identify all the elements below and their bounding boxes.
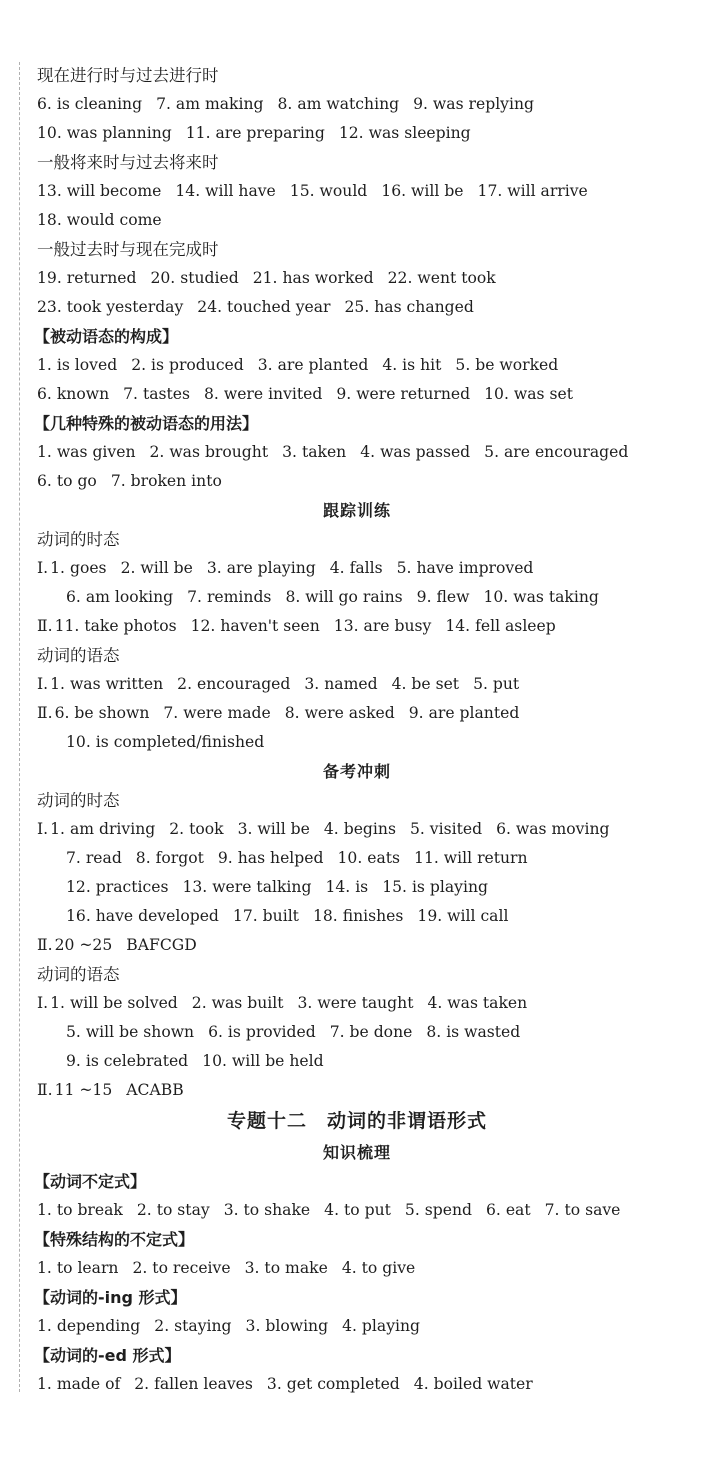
answer-item: ACABB (126, 1081, 184, 1099)
category-text: 一般将来时与过去将来时 (37, 153, 219, 172)
answer-item: 4. boiled water (413, 1375, 533, 1393)
answer-item: 16. have developed (66, 907, 219, 925)
answer-line (37, 351, 677, 380)
answer-item: 1. am driving (50, 820, 156, 838)
answer-item: 4. to put (324, 1201, 391, 1219)
answer-item: 11 ~15 (54, 1081, 113, 1099)
answer-item: 5. will be shown (66, 1023, 195, 1041)
answer-item: 2. was built (191, 994, 284, 1012)
answer-item: 12. was sleeping (338, 124, 471, 142)
answer-item: 2. to receive (132, 1259, 231, 1277)
answer-line (37, 902, 677, 931)
answer-item: 3. to make (244, 1259, 328, 1277)
answer-item: 2. took (169, 820, 224, 838)
roman-numeral-prefix: Ⅰ. (37, 559, 49, 577)
answer-item: 6. is provided (208, 1023, 316, 1041)
answer-item: 3. are planted (257, 356, 369, 374)
category-text: 动词的时态 (37, 530, 120, 549)
answer-item: 3. blowing (245, 1317, 329, 1335)
section-heading: 知识梳理 (322, 1143, 391, 1162)
tense-category-label (37, 641, 677, 670)
answer-item: 2. fallen leaves (134, 1375, 253, 1393)
answer-item: 10. was taking (483, 588, 599, 606)
answer-item: 13. are busy (333, 617, 432, 635)
category-text: 动词的语态 (37, 965, 120, 984)
bracket-heading-text: 【特殊结构的不定式】 (34, 1230, 195, 1249)
answer-item: 2. will be (120, 559, 193, 577)
answer-line (37, 815, 677, 844)
answer-item: 10. was planning (37, 124, 172, 142)
answer-item: 4. playing (342, 1317, 421, 1335)
answer-item: 3. to shake (223, 1201, 311, 1219)
answer-line (37, 583, 677, 612)
answer-item: 1. to break (37, 1201, 123, 1219)
section-bracket-heading (34, 409, 677, 438)
answer-line (37, 177, 677, 206)
topic-title: 专题十二 动词的非谓语形式 (226, 1110, 487, 1132)
roman-numeral-prefix: Ⅱ. (37, 1081, 53, 1099)
answer-item: 7. reminds (187, 588, 272, 606)
answer-item: 18. finishes (312, 907, 404, 925)
answer-item: 4. is hit (382, 356, 442, 374)
answer-item: 24. touched year (197, 298, 331, 316)
answer-line (37, 873, 677, 902)
answer-item: 7. tastes (123, 385, 191, 403)
answer-item: 4. begins (323, 820, 396, 838)
answer-item: 6. known (37, 385, 110, 403)
answer-item: 18. would come (37, 211, 162, 229)
answer-line (37, 1196, 677, 1225)
answer-line (37, 1018, 677, 1047)
roman-numeral-prefix: Ⅱ. (37, 936, 53, 954)
answer-line (37, 554, 677, 583)
answer-item: 20. studied (150, 269, 239, 287)
answer-item: 11. take photos (54, 617, 177, 635)
tense-category-label (37, 786, 677, 815)
roman-numeral-prefix: Ⅰ. (37, 820, 49, 838)
answer-line (37, 438, 677, 467)
answer-item: 14. fell asleep (445, 617, 556, 635)
answer-item: 4. be set (391, 675, 460, 693)
answer-item: 13. were talking (182, 878, 312, 896)
answer-item: 19. returned (37, 269, 137, 287)
answer-item: 7. were made (163, 704, 271, 722)
answer-item: 7. read (66, 849, 122, 867)
answer-item: 9. were returned (336, 385, 471, 403)
answer-item: 8. forgot (135, 849, 204, 867)
bracket-heading-text: 【动词的-ing 形式】 (34, 1288, 187, 1307)
section-bracket-heading (34, 1341, 677, 1370)
answer-item: 10. eats (337, 849, 401, 867)
answer-item: 2. was brought (149, 443, 269, 461)
answer-item: 12. haven't seen (190, 617, 320, 635)
answer-item: 8. is wasted (426, 1023, 521, 1041)
answer-item: 1. was given (37, 443, 136, 461)
answer-item: 4. falls (329, 559, 383, 577)
answer-item: 9. is celebrated (66, 1052, 189, 1070)
answer-item: 7. broken into (110, 472, 222, 490)
answer-line (37, 728, 677, 757)
answer-item: 11. are preparing (185, 124, 325, 142)
answer-item: 5. have improved (396, 559, 534, 577)
answer-item: 15. is playing (382, 878, 488, 896)
answer-line (37, 1254, 677, 1283)
answer-item: 11. will return (414, 849, 528, 867)
section-bracket-heading (34, 322, 677, 351)
answer-item: 6. was moving (496, 820, 610, 838)
answer-item: 1. to learn (37, 1259, 119, 1277)
answer-item: 6. be shown (54, 704, 150, 722)
answer-item: 5. are encouraged (484, 443, 629, 461)
answer-item: 1. is loved (37, 356, 118, 374)
answer-line (37, 264, 677, 293)
answer-item: 8. were invited (204, 385, 323, 403)
answer-item: 1. will be solved (50, 994, 178, 1012)
margin-dashed-rule (19, 62, 20, 1392)
answer-item: 9. flew (416, 588, 470, 606)
bracket-heading-text: 【几种特殊的被动语态的用法】 (34, 414, 259, 433)
section-bracket-heading (34, 1167, 677, 1196)
answer-item: 15. would (289, 182, 368, 200)
answer-item: 5. put (473, 675, 520, 693)
answer-item: 5. visited (409, 820, 483, 838)
answer-item: 10. was set (484, 385, 573, 403)
answer-item: 22. went took (387, 269, 496, 287)
answer-item: 25. has changed (344, 298, 474, 316)
answer-item: 2. staying (154, 1317, 232, 1335)
category-text: 现在进行时与过去进行时 (37, 66, 219, 85)
bracket-heading-text: 【动词的-ed 形式】 (34, 1346, 181, 1365)
section-heading: 跟踪训练 (322, 501, 391, 520)
answer-item: 8. am watching (277, 95, 400, 113)
roman-numeral-prefix: Ⅱ. (37, 617, 53, 635)
answer-item: 2. is produced (131, 356, 244, 374)
answer-item: 6. is cleaning (37, 95, 143, 113)
answer-item: 9. are planted (408, 704, 520, 722)
answer-line (37, 1312, 677, 1341)
section-bracket-heading (34, 1225, 677, 1254)
answer-item: 3. get completed (266, 1375, 400, 1393)
answer-line (37, 206, 677, 235)
answer-line (37, 931, 677, 960)
answer-item: 16. will be (381, 182, 464, 200)
answer-item: 8. will go rains (285, 588, 403, 606)
answer-item: BAFCGD (126, 936, 197, 954)
tense-category-label (37, 61, 677, 90)
section-bracket-heading (34, 1283, 677, 1312)
answer-item: 4. was taken (427, 994, 528, 1012)
answer-item: 14. will have (175, 182, 276, 200)
category-text: 动词的语态 (37, 646, 120, 665)
answer-item: 10. will be held (202, 1052, 324, 1070)
answer-line (37, 612, 677, 641)
answer-item: 8. were asked (284, 704, 395, 722)
roman-numeral-prefix: Ⅰ. (37, 994, 49, 1012)
answer-line (37, 1076, 677, 1105)
answer-item: 3. will be (237, 820, 310, 838)
answer-item: 1. made of (37, 1375, 121, 1393)
answer-line (37, 670, 677, 699)
answer-line (37, 90, 677, 119)
answer-key-page (34, 61, 677, 1399)
answer-item: 7. to save (544, 1201, 621, 1219)
section-heading: 备考冲刺 (322, 762, 391, 781)
answer-item: 23. took yesterday (37, 298, 184, 316)
tense-category-label (37, 148, 677, 177)
tense-category-label (37, 960, 677, 989)
answer-item: 17. will arrive (477, 182, 588, 200)
answer-item: 10. is completed/finished (66, 733, 265, 751)
bracket-heading-text: 【动词不定式】 (34, 1172, 147, 1191)
answer-line (37, 1370, 677, 1399)
answer-item: 17. built (232, 907, 299, 925)
answer-item: 12. practices (66, 878, 169, 896)
answer-item: 6. eat (485, 1201, 531, 1219)
answer-line (37, 989, 677, 1018)
answer-item: 3. taken (282, 443, 347, 461)
answer-line (37, 467, 677, 496)
roman-numeral-prefix: Ⅱ. (37, 704, 53, 722)
answer-item: 2. encouraged (177, 675, 291, 693)
answer-line (37, 699, 677, 728)
answer-item: 1. depending (37, 1317, 141, 1335)
answer-item: 3. were taught (297, 994, 414, 1012)
answer-item: 5. spend (404, 1201, 472, 1219)
answer-item: 14. is (325, 878, 369, 896)
answer-item: 6. am looking (66, 588, 174, 606)
bracket-heading-text: 【被动语态的构成】 (34, 327, 179, 346)
answer-line (37, 293, 677, 322)
answer-item: 9. has helped (217, 849, 324, 867)
answer-item: 20 ~25 (54, 936, 113, 954)
answer-item: 19. will call (417, 907, 509, 925)
answer-line (37, 119, 677, 148)
answer-item: 21. has worked (252, 269, 374, 287)
answer-item: 4. was passed (360, 443, 471, 461)
answer-item: 5. be worked (455, 356, 559, 374)
answer-line (37, 844, 677, 873)
answer-item: 1. goes (50, 559, 107, 577)
answer-item: 7. be done (329, 1023, 413, 1041)
answer-item: 7. am making (156, 95, 264, 113)
answer-line (37, 380, 677, 409)
answer-item: 1. was written (50, 675, 164, 693)
tense-category-label (37, 525, 677, 554)
tense-category-label (37, 235, 677, 264)
answer-item: 3. named (304, 675, 378, 693)
category-text: 一般过去时与现在完成时 (37, 240, 219, 259)
roman-numeral-prefix: Ⅰ. (37, 675, 49, 693)
answer-item: 13. will become (37, 182, 162, 200)
category-text: 动词的时态 (37, 791, 120, 810)
answer-line (37, 1047, 677, 1076)
answer-item: 9. was replying (413, 95, 535, 113)
answer-item: 2. to stay (136, 1201, 210, 1219)
answer-item: 6. to go (37, 472, 97, 490)
answer-item: 4. to give (341, 1259, 416, 1277)
answer-item: 3. are playing (206, 559, 316, 577)
